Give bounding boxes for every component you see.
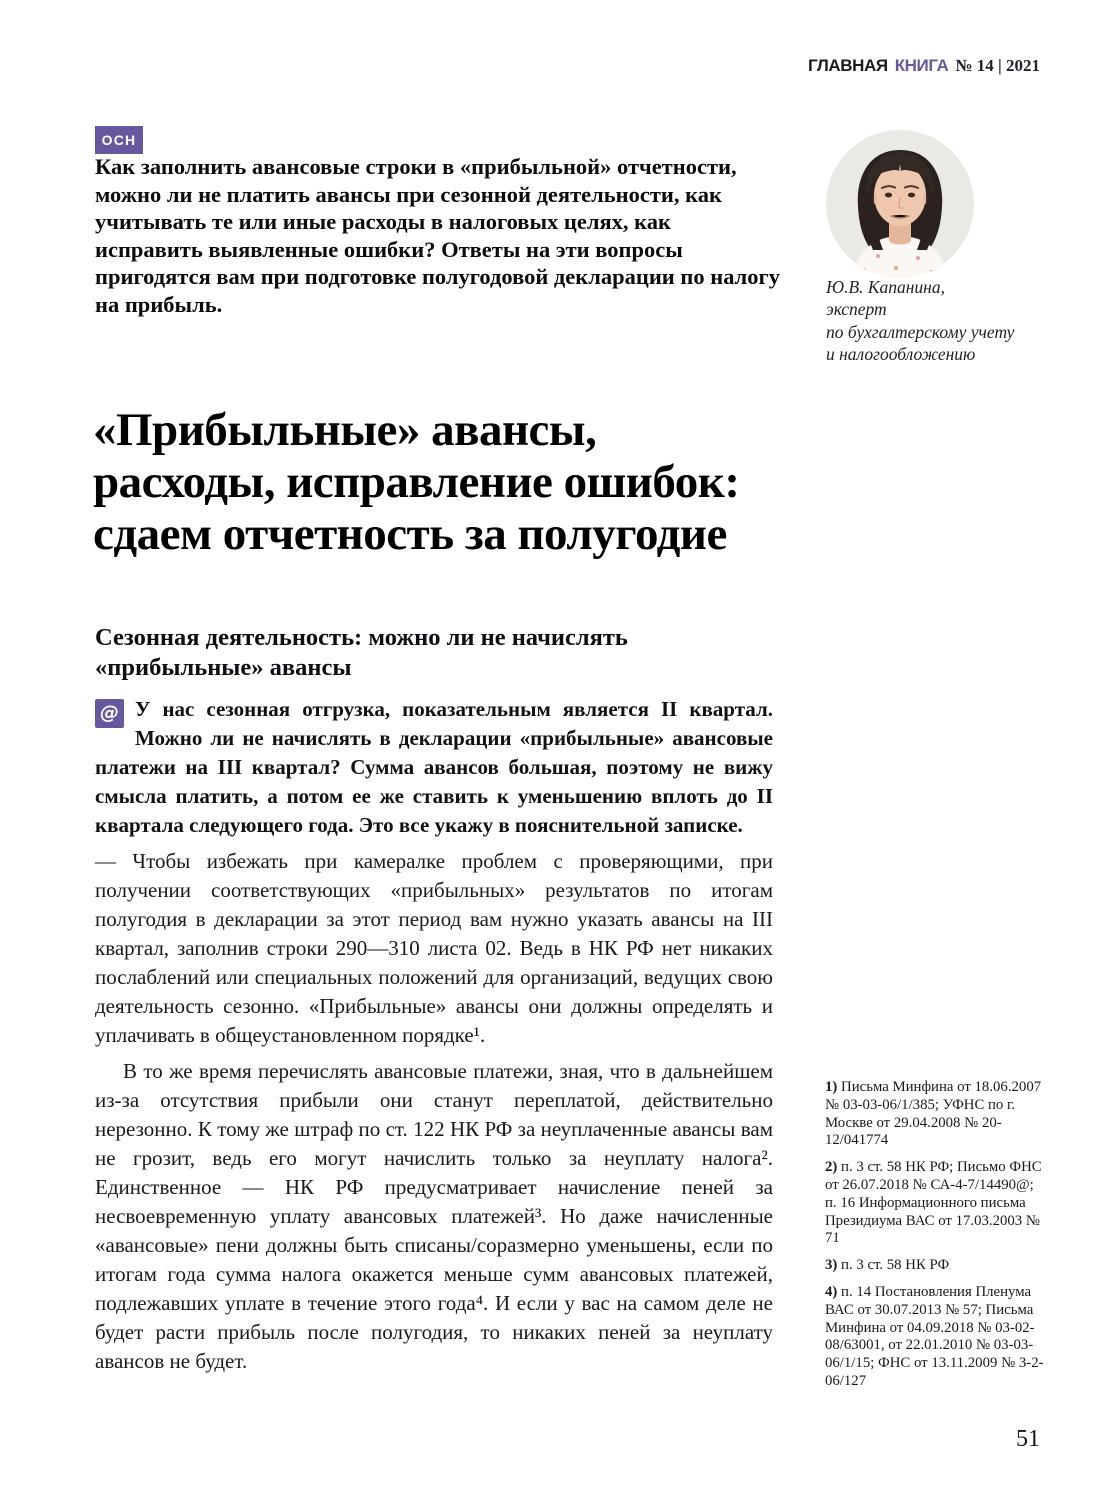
footnote-text: п. 14 Постановления Пленума ВАС от 30.07.2013 № 57; Письма Минфина от 04.09.2018 № 03-02-08/63001, от 22.01.2010 № 03-03-06/1/15; ФНС от 13.11.2009 № 3-2-06/127 xyxy=(825,1283,1044,1389)
osn-tax-regime-badge: ОСН xyxy=(95,126,143,154)
article-body xyxy=(95,695,773,1383)
footnote-text: п. 3 ст. 58 НК РФ; Письмо ФНС от 26.07.2018 № СА-4-7/14490@; п. 16 Информационного письма Президиума ВАС от 17.03.2003 № 71 xyxy=(825,1159,1042,1247)
magazine-title-word1: ГЛАВНАЯ xyxy=(808,56,888,75)
article-title xyxy=(93,404,1013,560)
footnote-item xyxy=(825,1159,1049,1248)
article-title-line: расходы, исправление ошибок: xyxy=(93,456,740,508)
footnote-text: п. 3 ст. 58 НК РФ xyxy=(841,1257,950,1274)
intro-lead-text: Как заполнить авансовые строки в «прибыльной» отчетности, можно ли не платить авансы при сезонной деятельности, как учитывать те или иные расходы в налоговых целях, как исправить выявленные ошибки? Ответы на эти вопросы пригодятся вам при подготовке полугодовой декларации по налогу на прибыль. xyxy=(95,154,780,317)
page-header xyxy=(808,56,1040,76)
footnote-item xyxy=(825,1079,1049,1150)
section-heading-line: Сезонная деятельность: можно ли не начислять xyxy=(95,624,628,651)
section-heading-line: «прибыльные» авансы xyxy=(95,653,352,681)
footnotes-sidebar xyxy=(825,1079,1049,1400)
question-text: У нас сезонная отгрузка, показательным является II квартал. Можно ли не начислять в декларации «прибыльные» авансовые платежи на III квартал? Сумма авансов большая, поэтому не вижу смысла платить, а потом ее же ставить к уменьшению вплоть до II квартала следующего года. Это все укажу в пояснительной записке. xyxy=(95,697,773,837)
author-caption xyxy=(826,276,1014,366)
footnote-number: 1) xyxy=(825,1079,838,1095)
author-role-line: эксперт xyxy=(826,299,887,320)
at-icon: @ xyxy=(95,699,124,728)
footnote-number: 4) xyxy=(825,1283,838,1300)
footnote-number: 3) xyxy=(825,1257,838,1274)
issue-number: № 14 | 2021 xyxy=(955,56,1040,75)
answer-paragraph-2: В то же время перечислять авансовые платежи, зная, что в дальнейшем из-за отсутствия прибыли они станут переплатой, действительно нерезонно. К тому же штраф по ст. 122 НК РФ за неуплаченные авансы вам не грозит, ведь его могут начислить только за неуплату налога². Единственное — НК РФ предусматривает начисление пеней за несвоевременную уплату авансовых платежей³. Но даже начисленные «авансовые» пени должны быть списаны/соразмерно уменьшены, если по итогам года сумма налога окажется меньше сумм авансовых платежей, подлежавших уплате в течение этого года⁴. И если у вас на самом деле не будет расти прибыль после полугодия, то никаких пеней за неуплату авансов не будет. xyxy=(95,1059,773,1373)
magazine-title-word2: КНИГА xyxy=(894,56,949,75)
section-heading xyxy=(95,623,815,682)
footnote-item xyxy=(825,1284,1049,1391)
footnote-text: Письма Минфина от 18.06.2007 № 03-03-06/1/385; УФНС по г. Москве от 29.04.2008 № 20-12/041774 xyxy=(825,1079,1042,1149)
article-title-line: «Прибыльные» авансы, xyxy=(93,404,597,456)
author-role-line: по бухгалтерскому учету xyxy=(826,321,1015,342)
author-photo xyxy=(826,130,974,278)
author-name: Ю.В. Капанина, xyxy=(826,277,945,297)
answer-paragraph-1: — Чтобы избежать при камералке проблем с проверяющими, при получении соответствующих «прибыльных» результатов по итогам полугодия в декларации за этот период вам нужно указать авансы на III квартал, заполнив строки 290—310 листа 02. Ведь в НК РФ нет никаких послаблений или специальных положений для организаций, ведущих свою деятельность сезонно. «Прибыльные» авансы они должны определять и уплачивать в общеустановленном порядке¹. xyxy=(95,849,773,1047)
reader-question-paragraph xyxy=(95,695,773,840)
author-role-line: и налогообложению xyxy=(826,344,976,365)
footnote-number: 2) xyxy=(825,1159,838,1176)
author-portrait-illustration xyxy=(826,130,974,278)
page-number: 51 xyxy=(1016,1426,1040,1452)
footnote-item xyxy=(825,1257,1049,1275)
article-title-line: сдаем отчетность за полугодие xyxy=(93,508,727,560)
